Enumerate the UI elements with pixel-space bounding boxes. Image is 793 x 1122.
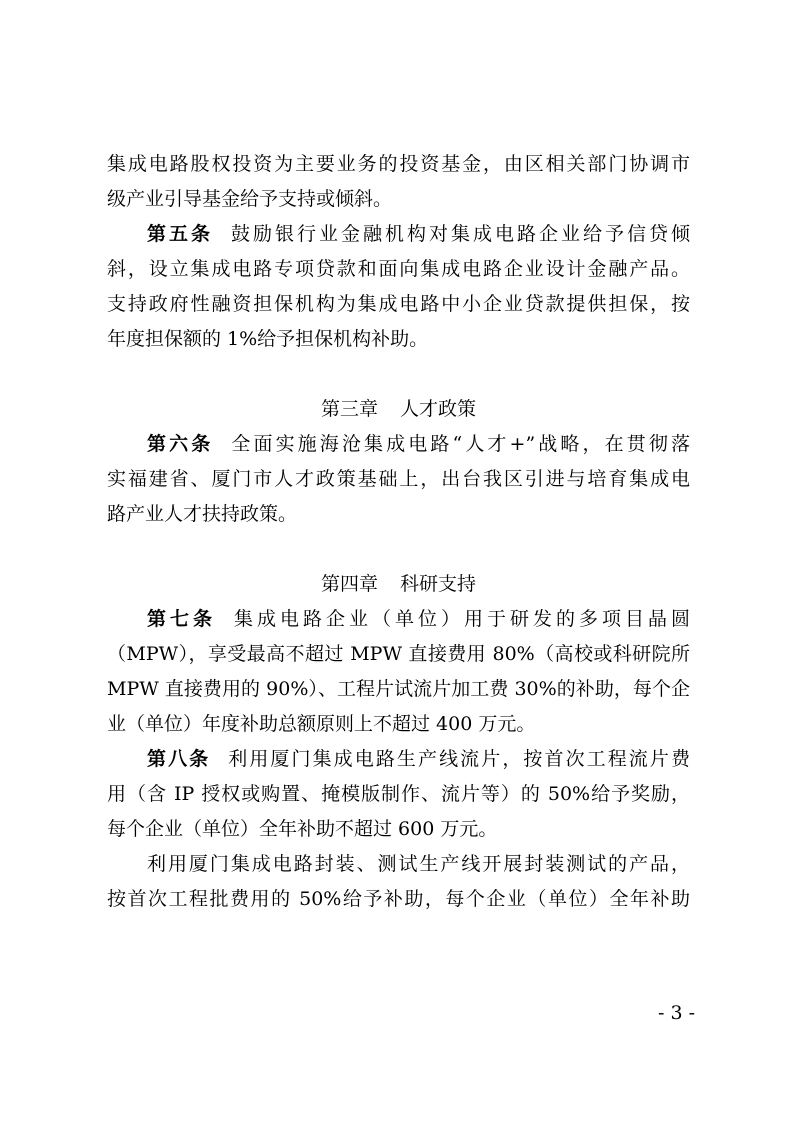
paragraph-fund-support bbox=[107, 147, 690, 217]
chapter-number: 第四章 bbox=[320, 573, 378, 595]
chapter-heading-3 bbox=[107, 392, 690, 427]
article-label: 第五条 bbox=[147, 223, 213, 245]
article-5 bbox=[107, 217, 690, 357]
text-line: 每个企业（单位）全年补助不超过 600 万元。 bbox=[107, 818, 498, 840]
text-line: 集成电路企业（单位）用于研发的多项目晶圆 bbox=[234, 608, 690, 630]
text-line: 路产业人才扶持政策。 bbox=[107, 503, 298, 525]
text-line: （MPW），享受最高不超过 MPW 直接费用 80%（高校或科研院所 bbox=[107, 643, 690, 665]
text-line: 按首次工程批费用的 50%给予补助，每个企业（单位）全年补助 bbox=[107, 888, 690, 910]
paragraph-packaging-testing bbox=[107, 847, 690, 917]
text-line: 鼓励银行业金融机构对集成电路企业给予信贷倾 bbox=[231, 223, 690, 245]
chapter-title: 人才政策 bbox=[400, 398, 477, 420]
chapter-number: 第三章 bbox=[320, 398, 378, 420]
text-line: 实福建省、厦门市人才政策基础上，出台我区引进与培育集成电 bbox=[107, 468, 690, 490]
text-line: 用（含 IP 授权或购置、掩模版制作、流片等）的 50%给予奖励， bbox=[107, 783, 690, 805]
text-line: 斜，设立集成电路专项贷款和面向集成电路企业设计金融产品。 bbox=[107, 258, 690, 280]
article-7 bbox=[107, 602, 690, 742]
text-line: 级产业引导基金给予支持或倾斜。 bbox=[107, 188, 393, 210]
chapter-heading-4 bbox=[107, 567, 690, 602]
text-line: MPW 直接费用的 90%）、工程片试流片加工费 30%的补助，每个企 bbox=[107, 678, 690, 700]
text-line: 业（单位）年度补助总额原则上不超过 400 万元。 bbox=[107, 713, 536, 735]
spacer bbox=[107, 532, 690, 567]
chapter-title: 科研支持 bbox=[400, 573, 477, 595]
text-line: 全面实施海沧集成电路“人才+”战略，在贯彻落 bbox=[231, 433, 690, 455]
article-label: 第七条 bbox=[147, 608, 216, 630]
article-8 bbox=[107, 742, 690, 847]
spacer bbox=[107, 357, 690, 392]
text-line: 集成电路股权投资为主要业务的投资基金，由区相关部门协调市 bbox=[107, 153, 690, 175]
page-number: - 3 - bbox=[657, 1002, 695, 1024]
text-line: 年度担保额的 1%给予担保机构补助。 bbox=[107, 328, 429, 350]
document-body bbox=[107, 147, 690, 917]
text-line: 利用厦门集成电路封装、测试生产线开展封装测试的产品， bbox=[147, 853, 690, 875]
article-6 bbox=[107, 427, 690, 532]
text-line: 利用厦门集成电路生产线流片，按首次工程流片费 bbox=[228, 748, 690, 770]
article-label: 第六条 bbox=[147, 433, 214, 455]
article-label: 第八条 bbox=[147, 748, 211, 770]
text-line: 支持政府性融资担保机构为集成电路中小企业贷款提供担保，按 bbox=[107, 293, 690, 315]
